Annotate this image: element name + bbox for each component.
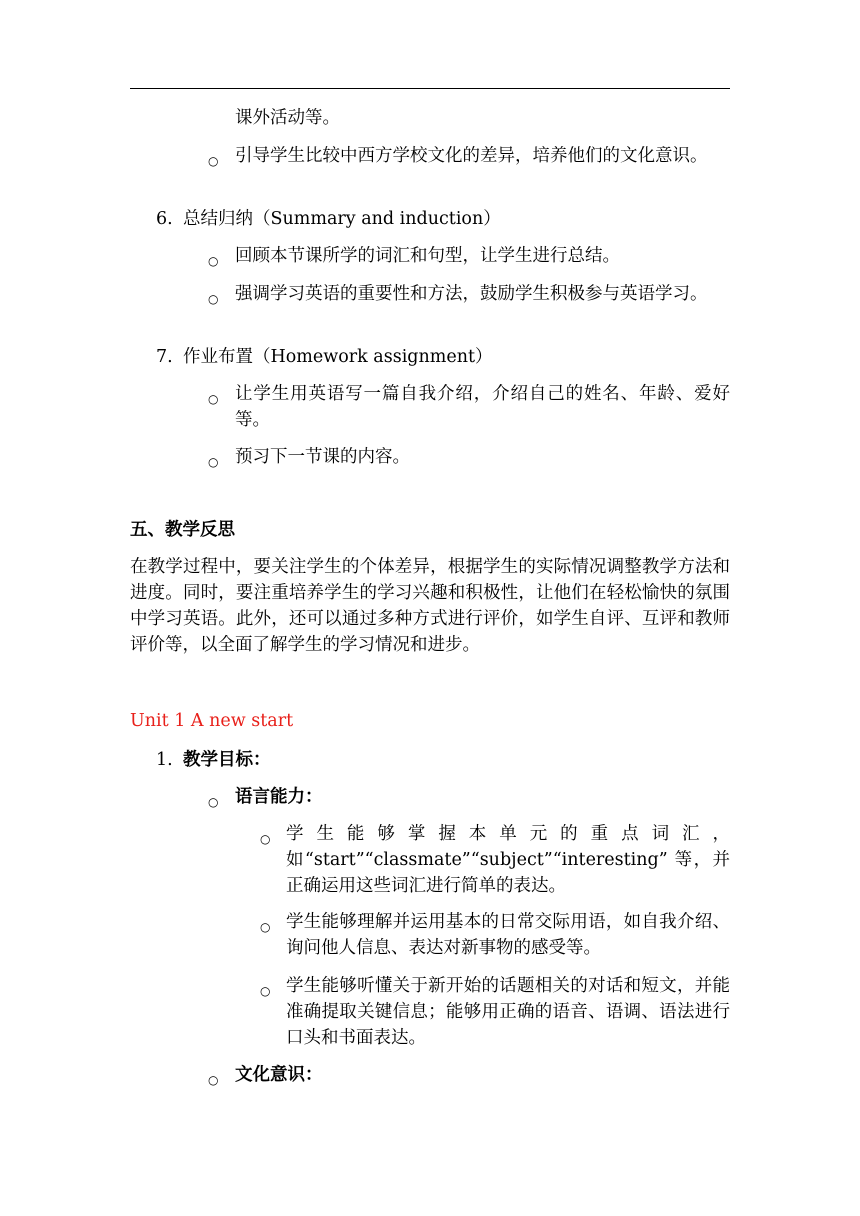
bullet-icon: ○ xyxy=(208,154,219,168)
language-point-3: 学生能够听懂关于新开始的话题相关的对话和短文，并能准确提取关键信息；能够用正确的语音、语调、语法进行口头和书面表达。 xyxy=(286,976,730,1048)
item7-bullet-1: 让学生用英语写一篇自我介绍，介绍自己的姓名、年龄、爱好等。 xyxy=(235,384,730,430)
item5-continuation: 课外活动等。 xyxy=(235,108,340,128)
header-rule xyxy=(130,88,730,89)
item6-number: 6. xyxy=(156,209,173,229)
unit1-item1-title: 教学目标： xyxy=(183,750,271,770)
bullet-icon: ○ xyxy=(260,832,271,846)
bullet-icon: ○ xyxy=(208,795,219,809)
item6-bullet-1: 回顾本节课所学的词汇和句型，让学生进行总结。 xyxy=(235,246,620,266)
cultural-awareness-title: 文化意识： xyxy=(235,1065,323,1085)
bullet-icon: ○ xyxy=(208,1073,219,1087)
bullet-icon: ○ xyxy=(260,984,271,998)
section5-paragraph: 在教学过程中，要关注学生的个体差异，根据学生的实际情况调整教学方法和进度。同时，要注重培养学生的学习兴趣和积极性，让他们在轻松愉快的氛围中学习英语。此外，还可以通过多种方式进行评价，如学生自评、互评和教师评价等，以全面了解学生的学习情况和进步。 xyxy=(130,557,730,655)
unit1-title: Unit 1 A new start xyxy=(130,711,294,731)
bullet-icon: ○ xyxy=(260,920,271,934)
item7-bullet-2: 预习下一节课的内容。 xyxy=(235,447,410,467)
item6-bullet-2: 强调学习英语的重要性和方法，鼓励学生积极参与英语学习。 xyxy=(235,284,708,304)
item5-bullet-2: 引导学生比较中西方学校文化的差异，培养他们的文化意识。 xyxy=(235,146,708,166)
bullet-icon: ○ xyxy=(208,254,219,268)
section5-heading: 五、教学反思 xyxy=(130,520,235,540)
item6-title: 总结归纳（Summary and induction） xyxy=(183,209,501,229)
bullet-icon: ○ xyxy=(208,455,219,469)
bullet-icon: ○ xyxy=(208,392,219,406)
unit1-item1-number: 1. xyxy=(156,750,173,770)
item7-title: 作业布置（Homework assignment） xyxy=(183,347,493,367)
language-ability-title: 语言能力： xyxy=(235,787,323,807)
language-point-1: 学生能够掌握本单元的重点词汇，如“start”“classmate”“subject”“interesting” 等，并正确运用这些词汇进行简单的表达。 xyxy=(286,824,730,896)
item7-number: 7. xyxy=(156,347,173,367)
bullet-icon: ○ xyxy=(208,292,219,306)
language-point-2: 学生能够理解并运用基本的日常交际用语，如自我介绍、询问他人信息、表达对新事物的感受等。 xyxy=(286,912,730,958)
